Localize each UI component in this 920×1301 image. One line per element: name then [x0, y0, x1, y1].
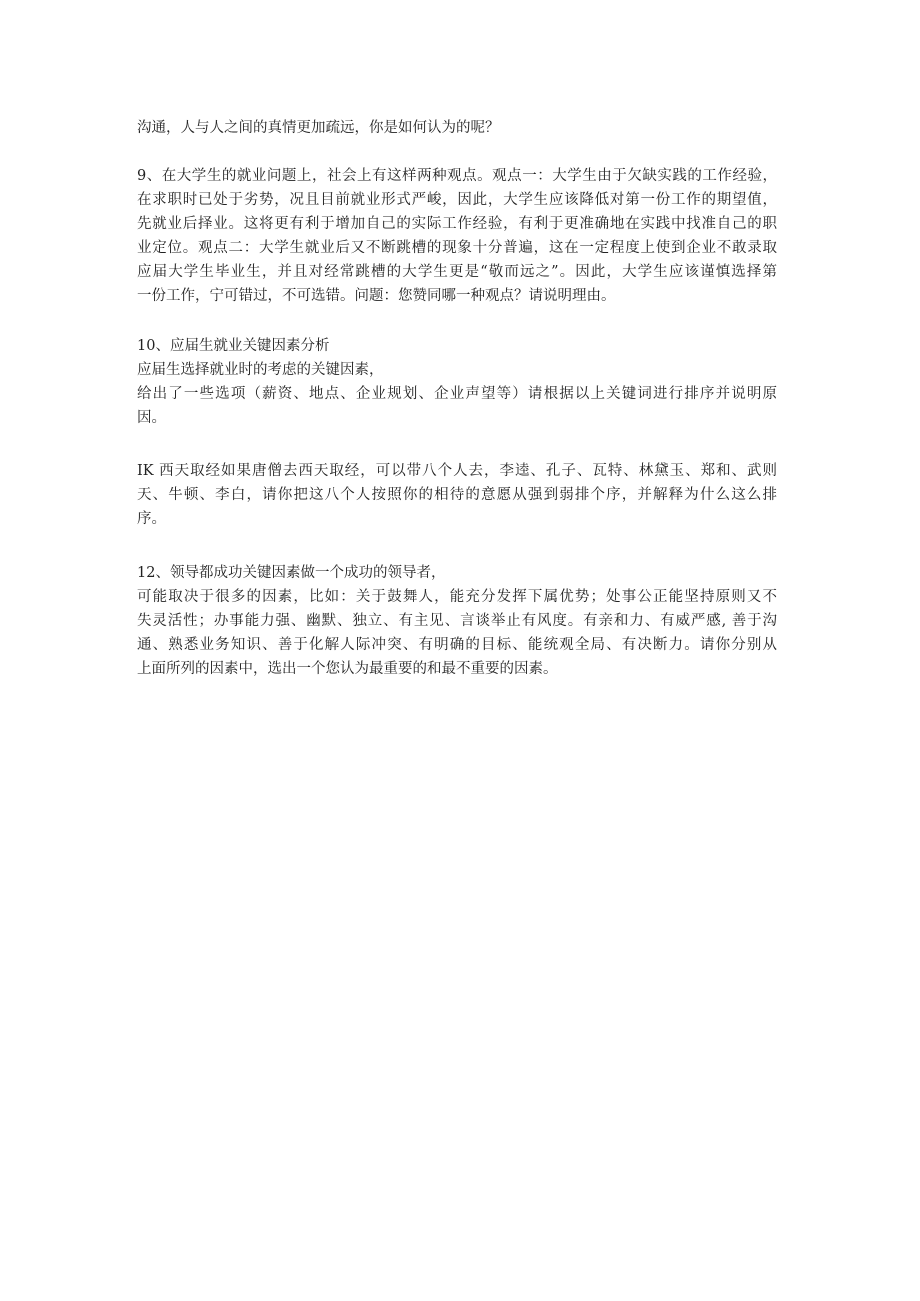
text-line: 天、牛顿、李白，请你把这八个人按照你的相待的意愿从强到弱排个序，并解释为什么这么排: [137, 487, 777, 503]
text-line: 因。: [137, 410, 166, 426]
text-line: 给出了一些选项（薪资、地点、企业规划、企业声望等）请根据以上关键词进行排序并说明原: [137, 386, 777, 402]
question-11: [137, 459, 777, 531]
question-9: [137, 164, 777, 308]
text-line: 沟通，人与人之间的真情更加疏远，你是如何认为的呢？: [137, 120, 500, 136]
text-line: 9、在大学生的就业问题上，社会上有这样两种观点。观点一：大学生由于欠缺实践的工作经验，: [137, 168, 777, 184]
question-12: [137, 561, 777, 681]
text-line: 一份工作，宁可错过，不可选错。问题：您赞同哪一种观点？请说明理由。: [137, 288, 616, 304]
text-line: 应届大学生毕业生，并且对经常跳槽的大学生更是“敬而远之”。因此，大学生应该谨慎选择第: [137, 264, 777, 280]
text-line: 序。: [137, 511, 166, 527]
text-line: 先就业后择业。这将更有利于增加自己的实际工作经验，有利于更准确地在实践中找准自己的职: [137, 216, 777, 232]
text-line: 在求职时已处于劣势，况且目前就业形式严峻，因此，大学生应该降低对第一份工作的期望值，: [137, 192, 777, 208]
text-line: IK 西天取经如果唐僧去西天取经，可以带八个人去，李逵、孔子、瓦特、林黛玉、郑和、武则: [137, 463, 777, 479]
question-title: 10、应届生就业关键因素分析: [137, 338, 330, 354]
text-line: 失灵活性；办事能力强、幽默、独立、有主见、言谈举止有风度。有亲和力、有威严感, 善于沟: [137, 613, 777, 629]
intro-paragraph: [137, 116, 777, 140]
text-line: 应届生选择就业时的考虑的关键因素，: [137, 362, 384, 378]
text-line: 通、熟悉业务知识、善于化解人际冲突、有明确的目标、能统观全局、有决断力。请你分别从: [137, 637, 777, 653]
text-line: 可能取决于很多的因素，比如：关于鼓舞人，能充分发挥下属优势；处事公正能坚持原则又不: [137, 589, 777, 605]
question-10: [137, 334, 777, 430]
question-title: 12、领导都成功关键因素做一个成功的领导者，: [137, 565, 446, 581]
text-line: 业定位。观点二：大学生就业后又不断跳槽的现象十分普遍，这在一定程度上使到企业不敢录取: [137, 240, 777, 256]
text-line: 上面所列的因素中，选出一个您认为最重要的和最不重要的因素。: [137, 661, 558, 677]
